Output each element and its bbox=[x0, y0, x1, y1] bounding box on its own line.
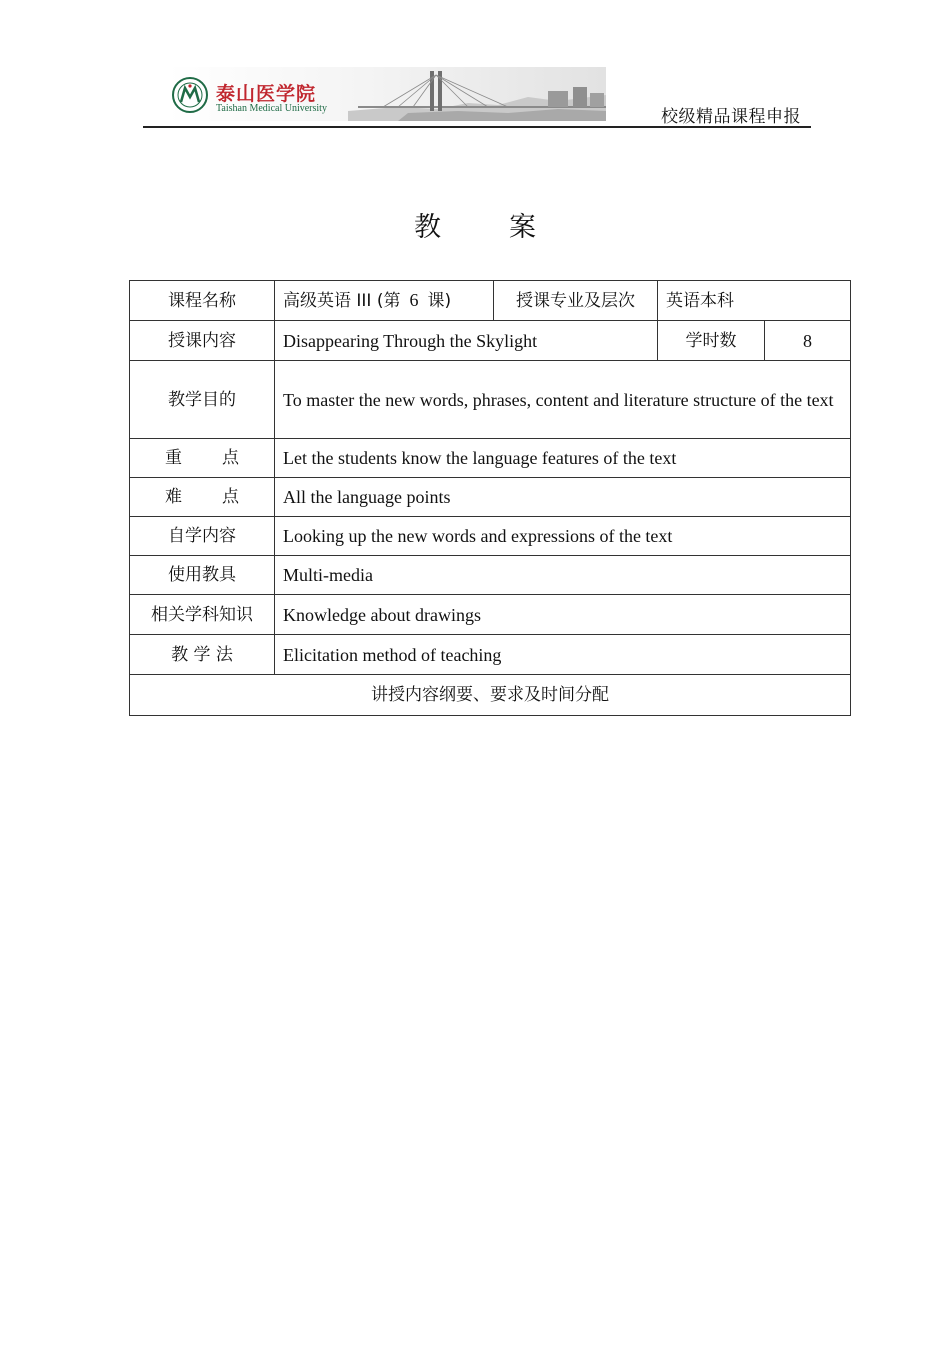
course-name-value: 高级英语 III (第 6 课) bbox=[275, 281, 494, 321]
content-value: Disappearing Through the Skylight bbox=[275, 321, 658, 361]
outline-header-row: 讲授内容纲要、要求及时间分配 bbox=[130, 675, 851, 716]
table-row bbox=[130, 675, 851, 716]
university-logo-icon bbox=[172, 77, 208, 113]
table-row bbox=[130, 281, 851, 321]
major-label: 授课专业及层次 bbox=[494, 281, 658, 321]
page-title bbox=[0, 205, 952, 244]
page-header bbox=[143, 64, 811, 128]
tools-label: 使用教具 bbox=[130, 556, 275, 595]
content-label: 授课内容 bbox=[130, 321, 275, 361]
table-row bbox=[130, 361, 851, 439]
lesson-plan-table bbox=[129, 280, 851, 716]
course-name-label: 课程名称 bbox=[130, 281, 275, 321]
key-points-value: Let the students know the language features of the text bbox=[275, 439, 851, 478]
header-divider bbox=[143, 126, 811, 128]
school-name-cn: 泰山医学院 bbox=[216, 83, 317, 105]
difficult-points-value: All the language points bbox=[275, 478, 851, 517]
major-value: 英语本科 bbox=[658, 281, 851, 321]
title-right-char: 案 bbox=[509, 212, 538, 243]
school-name-en: Taishan Medical University bbox=[216, 103, 327, 114]
tools-value: Multi-media bbox=[275, 556, 851, 595]
title-left-char: 教 bbox=[414, 212, 443, 243]
key-points-label: 重 点 bbox=[130, 439, 275, 478]
hours-value: 8 bbox=[765, 321, 851, 361]
method-label: 教 学 法 bbox=[130, 635, 275, 675]
table-row bbox=[130, 635, 851, 675]
header-course-label: 校级精品课程申报 bbox=[661, 107, 801, 127]
table-row bbox=[130, 595, 851, 635]
table-row bbox=[130, 321, 851, 361]
table-row bbox=[130, 517, 851, 556]
self-study-value: Looking up the new words and expressions of the text bbox=[275, 517, 851, 556]
objective-value: To master the new words, phrases, content and literature structure of the text bbox=[275, 361, 851, 439]
method-value: Elicitation method of teaching bbox=[275, 635, 851, 675]
table-row bbox=[130, 556, 851, 595]
difficult-points-label: 难 点 bbox=[130, 478, 275, 517]
self-study-label: 自学内容 bbox=[130, 517, 275, 556]
header-banner bbox=[168, 67, 606, 121]
related-knowledge-value: Knowledge about drawings bbox=[275, 595, 851, 635]
table-row bbox=[130, 478, 851, 517]
objective-label: 教学目的 bbox=[130, 361, 275, 439]
hours-label: 学时数 bbox=[658, 321, 765, 361]
table-row bbox=[130, 439, 851, 478]
related-knowledge-label: 相关学科知识 bbox=[130, 595, 275, 635]
